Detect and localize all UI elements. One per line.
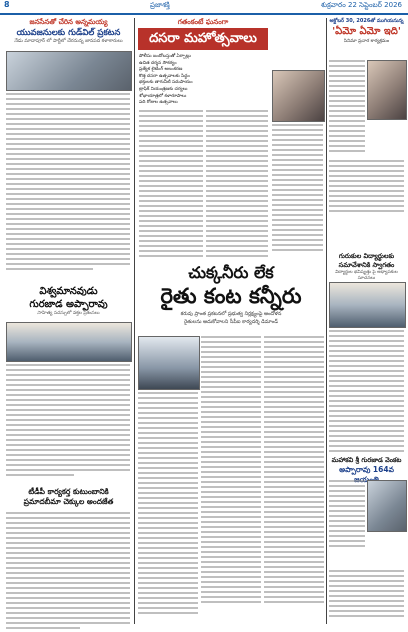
- center-top-heading: [138, 18, 268, 28]
- center-mid-subline-1: కరువు ప్రాంత ప్రకటనలో ప్రభుత్వ నిర్లక్ష్యంపై ఆందోళన: [180, 311, 282, 317]
- center-body-col3: [272, 124, 323, 254]
- center-headline: దసరా మహోత్సవాలు: [149, 31, 257, 46]
- right-story2-heading: [329, 252, 404, 282]
- story2-subline: సాహిత్య సదస్సులో వక్తల ప్రశంసలు: [37, 311, 100, 316]
- right-photo-2: [329, 282, 406, 328]
- center-kicker: గతంకంటే ఘనంగా: [177, 18, 229, 26]
- center-body-col2: [206, 110, 268, 260]
- center-bullets: [139, 54, 269, 107]
- right-photo-3: [367, 480, 407, 532]
- bullet: పోలీసు బందోబస్తుతో ఏర్పాట్లు: [139, 54, 191, 59]
- column-divider-right: [326, 18, 327, 624]
- story1-headline: యువజనులకు గుడ్‌విల్ ప్రకటన: [16, 28, 121, 38]
- right-story2-body: [329, 330, 404, 455]
- center-mid-headline-2: రైతు కంట కన్నీరు: [160, 284, 302, 308]
- right-story2-headline-1: గురుకుల విద్యార్థులకు: [338, 252, 395, 260]
- right-story3-body-2: [329, 570, 404, 620]
- story3-headline-1: టీడీపీ కార్యకర్త కుటుంబానికి: [28, 487, 109, 496]
- center-mid-subline-2: రైతులను ఆదుకోవాలని సీపీఐ కార్యదర్శి డిమాండ్: [184, 319, 278, 325]
- right-story2-sub: విద్యార్థుల భవిష్యత్తు పై అధ్యాపకుల సూచనలు: [335, 270, 398, 281]
- center-photo-1: [272, 70, 325, 122]
- bullet: కొత్త దసరా ఉత్సవాలకు సిద్ధం: [139, 73, 190, 79]
- center-headline-band: [138, 28, 268, 50]
- center-body-col1: [139, 110, 203, 260]
- column-divider-left: [134, 18, 135, 624]
- story1-photo: [6, 51, 132, 91]
- right-story3-body: [329, 480, 365, 550]
- bullet: ఉచిత దర్శన సౌకర్యం: [139, 60, 177, 66]
- story2-body: [6, 364, 130, 479]
- bullet: శోభాయాత్రలో కళారూపాలు: [139, 93, 187, 99]
- center-mid-body-col1: [138, 392, 198, 617]
- right-story2-headline-2: సమావేశానికి స్వాగతం: [338, 261, 395, 269]
- issue-date: శుక్రవారం 22 సెప్టెంబర్ 2026: [320, 1, 402, 9]
- story3-headline-2: ప్రమాదబీమా చెక్కుల అందజేత: [23, 497, 114, 506]
- right-story1-body-2: [329, 160, 404, 215]
- page-header: [0, 0, 408, 15]
- story3-heading: [6, 487, 131, 507]
- story1-kicker: జనసేనతో చేరిన అన్నమయ్య: [29, 18, 108, 26]
- right-story3-headline-2: అప్పారావు 164వ: [339, 465, 394, 474]
- banner-title: 'ఏమో ఏమో ఇది': [332, 26, 401, 37]
- story2-photo: [6, 322, 132, 362]
- masthead: ప్రజాశక్తి: [150, 1, 170, 9]
- left-column: [6, 18, 131, 45]
- center-mid-heading: [138, 263, 324, 326]
- story2-heading: [6, 285, 131, 317]
- story1-subline: నేడు మాదాపూర్ లో పార్టీలో చేరనున్న జానపద కళాకారులు: [14, 39, 123, 44]
- bullet: ప్రత్యేక లైటింగ్ అలంకరణ: [139, 67, 183, 73]
- story2-headline-2: గురజాడ అప్పారావు: [29, 299, 108, 310]
- center-mid-body-col3: [264, 336, 324, 606]
- center-mid-headline-1: చుక్కనీరు లేక: [188, 263, 274, 282]
- center-mid-body-col2: [201, 336, 261, 606]
- story2-headline-1: విశ్వమానవుడు: [39, 286, 98, 297]
- story1-body: [6, 93, 130, 273]
- story3-body: [6, 512, 130, 632]
- right-photo-1: [367, 60, 407, 120]
- bullet: భక్తులకు తాగునీటి సదుపాయం: [139, 80, 193, 86]
- bullet: పది రోజుల ఉత్సవాలు: [139, 100, 178, 106]
- banner-sub: సినిమా ప్రచార కార్యక్రమం: [343, 39, 390, 44]
- right-story1-body: [329, 60, 365, 155]
- bullet: ట్రాఫిక్ నియంత్రణకు చర్యలు: [139, 86, 188, 92]
- page-number: 8: [4, 0, 10, 9]
- right-story3-headline-1: మహాకవి శ్రీ గురజాడ వెంకట: [331, 456, 402, 464]
- center-mid-photo: [138, 336, 200, 390]
- banner-kicker: అక్టోబర్ 30, 2026తో ముగియనున్న: [329, 18, 404, 24]
- right-banner: [329, 18, 404, 45]
